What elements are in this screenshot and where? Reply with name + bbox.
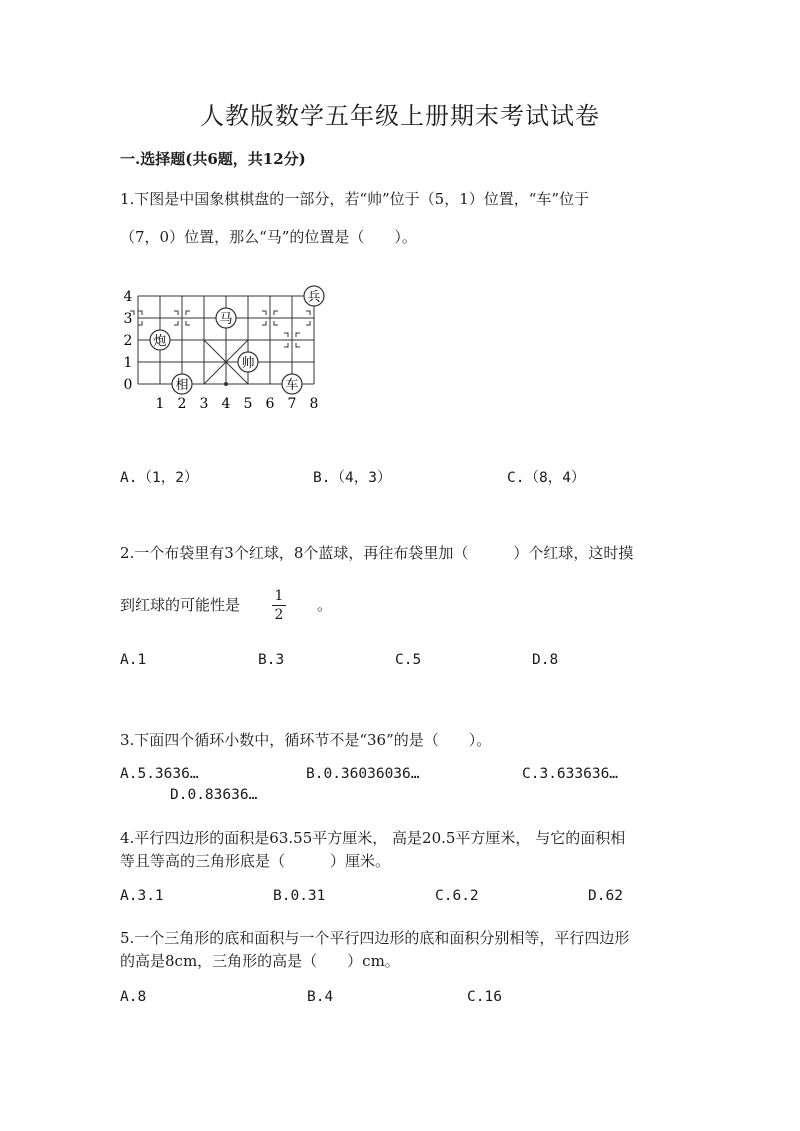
q3-option-a[interactable]: A.5.3636…	[120, 766, 199, 782]
x-tick: 5	[243, 396, 253, 412]
fraction-numerator: 1	[274, 588, 284, 604]
piece-xiang-label: 相	[175, 378, 189, 393]
y-tick: 1	[123, 355, 133, 371]
q3-option-b[interactable]: B.0.36036036…	[306, 766, 420, 782]
q3-option-c[interactable]: C.3.633636…	[522, 766, 619, 782]
x-tick: 7	[287, 396, 297, 412]
q5-line1: 5.一个三角形的底和面积与一个平行四边形的底和面积分别相等，平行四边形	[120, 929, 630, 947]
q3-option-d[interactable]: D.0.83636…	[170, 787, 258, 803]
piece-pao-label: 炮	[153, 334, 167, 349]
q4-option-b[interactable]: B.0.31	[273, 888, 326, 904]
q1-line1: 1.下图是中国象棋棋盘的一部分，若“帅”位于（5，1）位置，“车”位于	[120, 190, 590, 208]
q1-line2: （7，0）位置，那么“马”的位置是（ ）。	[120, 228, 417, 246]
q5-option-b[interactable]: B.4	[307, 989, 334, 1005]
y-axis-labels	[124, 289, 133, 393]
q1-option-b[interactable]: B.（4，3）	[313, 470, 392, 486]
q5-line2: 的高是8cm，三角形的高是（ ）cm。	[120, 952, 400, 970]
y-tick: 2	[123, 333, 133, 349]
q2-fraction	[272, 588, 286, 623]
q1-option-a[interactable]: A.（1，2）	[120, 470, 199, 486]
q2-line1: 2.一个布袋里有3个红球，8个蓝球，再往布袋里加（ ）个红球，这时摸	[120, 544, 634, 562]
x-tick: 4	[221, 396, 231, 412]
piece-pao	[150, 330, 170, 350]
origin-dot	[224, 382, 228, 386]
fraction-denominator: 2	[274, 607, 284, 623]
x-tick: 6	[265, 396, 275, 412]
section-heading: 一.选择题(共6题，共12分)	[120, 150, 306, 168]
y-tick: 3	[123, 311, 133, 327]
piece-bing	[304, 286, 324, 306]
q4-option-d[interactable]: D.62	[588, 888, 623, 904]
q3-line1: 3.下面四个循环小数中，循环节不是“36”的是（ ）。	[120, 731, 492, 749]
x-tick: 2	[177, 396, 187, 412]
q4-option-c[interactable]: C.6.2	[435, 888, 479, 904]
q2-option-d[interactable]: D.8	[532, 652, 559, 668]
chess-board-figure	[118, 282, 338, 414]
y-tick: 4	[123, 289, 133, 305]
x-axis-labels	[156, 396, 319, 412]
q5-option-a[interactable]: A.8	[120, 989, 147, 1005]
piece-ma-label: 马	[219, 312, 233, 327]
piece-xiang	[172, 374, 192, 394]
q4-line1: 4.平行四边形的面积是63.55平方厘米， 高是20.5平方厘米， 与它的面积相	[120, 829, 626, 847]
q2-line2-end: 。	[317, 596, 333, 614]
piece-che-label: 车	[285, 378, 299, 393]
page-title: 人教版数学五年级上册期末考试试卷	[200, 102, 600, 130]
x-tick: 1	[155, 396, 165, 412]
piece-bing-label: 兵	[307, 290, 321, 305]
q4-option-a[interactable]: A.3.1	[120, 888, 164, 904]
piece-che	[282, 374, 302, 394]
piece-shuai	[238, 352, 258, 372]
q1-option-c[interactable]: C.（8，4）	[507, 470, 586, 486]
q5-option-c[interactable]: C.16	[467, 989, 502, 1005]
x-tick: 8	[309, 396, 319, 412]
x-tick: 3	[199, 396, 209, 412]
piece-shuai-label: 帅	[241, 356, 255, 371]
q4-line2: 等且等高的三角形底是（ ）厘米。	[120, 852, 391, 870]
q2-option-a[interactable]: A.1	[120, 652, 147, 668]
q2-option-b[interactable]: B.3	[258, 652, 285, 668]
q2-line2: 到红球的可能性是	[120, 596, 241, 614]
piece-ma	[216, 308, 236, 328]
q2-option-c[interactable]: C.5	[395, 652, 422, 668]
y-tick: 0	[123, 377, 133, 393]
fraction-bar	[272, 605, 286, 606]
